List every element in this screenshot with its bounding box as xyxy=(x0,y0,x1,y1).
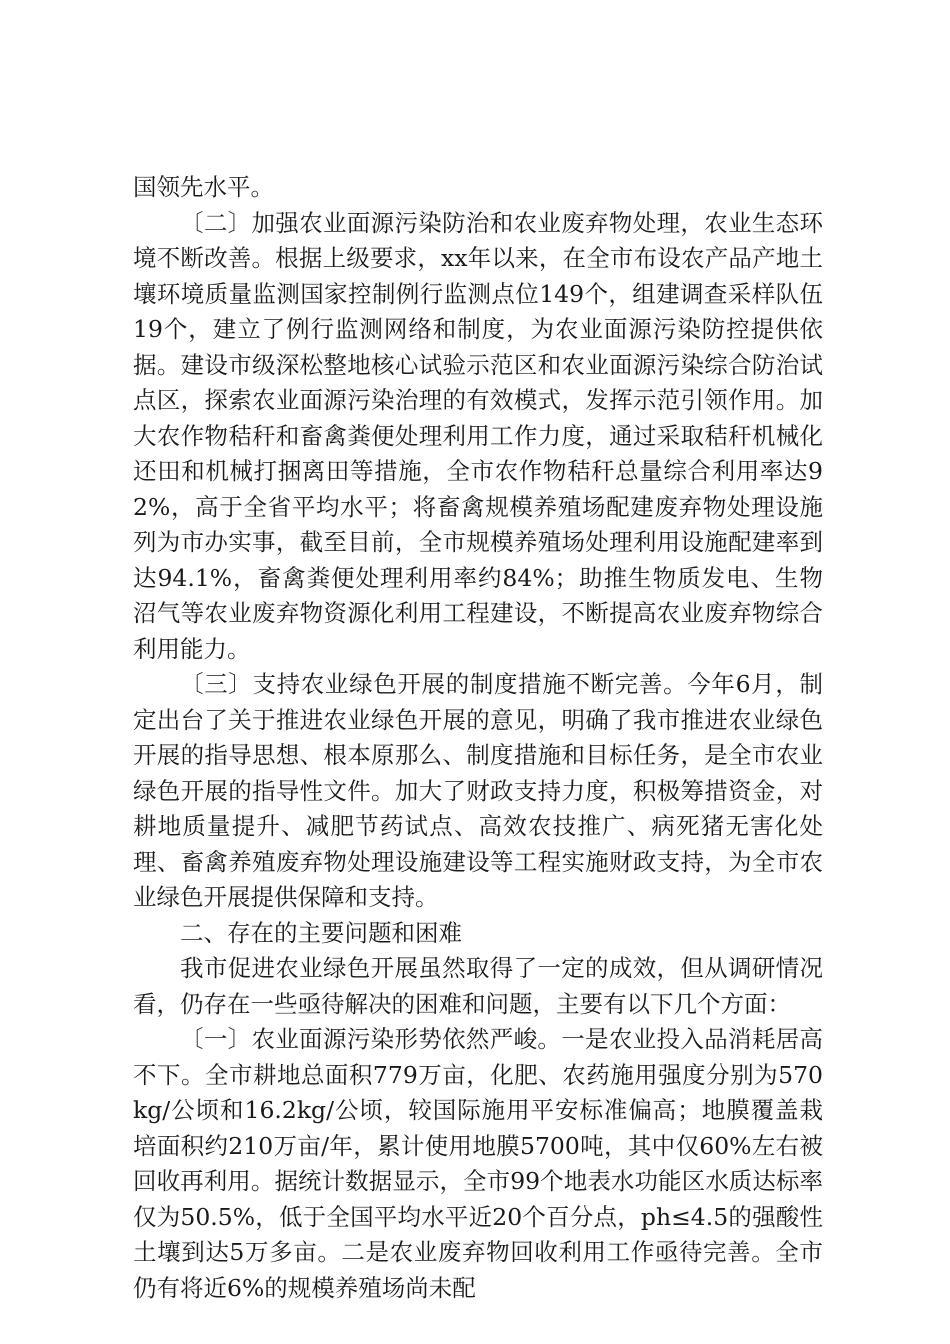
document-body xyxy=(133,170,823,1306)
paragraph-section-2: 〔二〕加强农业面源污染防治和农业废弃物处理，农业生态环境不断改善。根据上级要求，xx年以来，在全市布设农产品产地土壤环境质量监测国家控制例行监测点位149个，组建调查采样队伍19个，建立了例行监测网络和制度，为农业面源污染防控提供依据。建设市级深松整地核心试验示范区和农业面源污染综合防治试点区，探索农业面源污染治理的有效模式，发挥示范引领作用。加大农作物秸秆和畜禽粪便处理利用工作力度，通过采取秸秆机械化还田和机械打捆离田等措施，全市农作物秸秆总量综合利用率达92%，高于全省平均水平；将畜禽规模养殖场配建废弃物处理设施列为市办实事，截至目前，全市规模养殖场处理利用设施配建率到达94.1%，畜禽粪便处理利用率约84%；助推生物质发电、生物沼气等农业废弃物资源化利用工程建设，不断提高农业废弃物综合利用能力。 xyxy=(133,208,823,663)
paragraph-section-3: 〔三〕支持农业绿色开展的制度措施不断完善。今年6月，制定出台了关于推进农业绿色开展的意见，明确了我市推进农业绿色开展的指导思想、根本原那么、制度措施和目标任务，是全市农业绿色开展的指导性文件。加大了财政支持力度，积极筹措资金，对耕地质量提升、减肥节药试点、高效农技推广、病死猪无害化处理、畜禽养殖废弃物处理设施建设等工程实施财政支持，为全市农业绿色开展提供保障和支持。 xyxy=(133,670,823,911)
paragraph-continuation: 国领先水平。 xyxy=(133,173,274,201)
paragraph-problem-1: 〔一〕农业面源污染形势依然严峻。一是农业投入品消耗居高不下。全市耕地总面积779万亩，化肥、农药施用强度分别为570kg/公顷和16.2kg/公顷，较国际施用平安标准偏高；地膜覆盖栽培面积约210万亩/年，累计使用地膜5700吨，其中仅60%左右被回收再利用。据统计数据显示，全市99个地表水功能区水质达标率仅为50.5%，低于全国平均水平近20个百分点，ph≤4.5的强酸性土壤到达5万多亩。二是农业废弃物回收利用工作亟待完善。全市仍有将近6%的规模养殖场尚未配 xyxy=(133,1025,823,1302)
paragraph-problems-intro: 我市促进农业绿色开展虽然取得了一定的成效，但从调研情况看，仍存在一些亟待解决的困难和问题，主要有以下几个方面： xyxy=(133,954,823,1018)
section-heading-problems: 二、存在的主要问题和困难 xyxy=(180,918,462,947)
